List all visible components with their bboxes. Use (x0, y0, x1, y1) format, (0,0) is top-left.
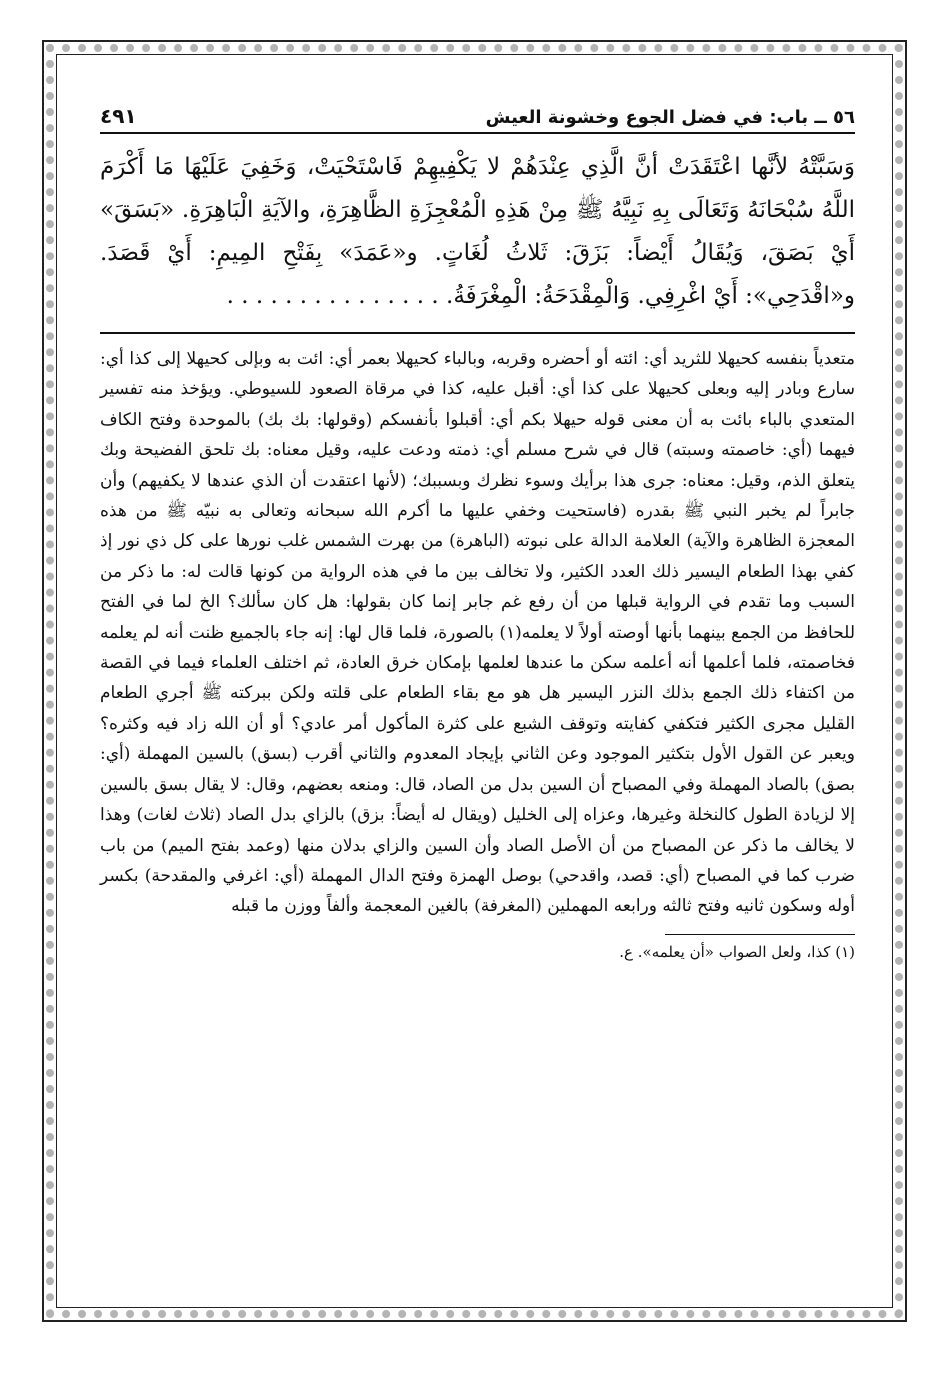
main-text (100, 146, 855, 318)
commentary (100, 344, 855, 922)
commentary-paragraph: متعدياً بنفسه كحيهلا للثريد أي: ائته أو أحضره وقربه، وبالباء كحيهلا بعمر أي: ائت به وبإلى كحيهلا إلى كذا أي: سارع وبادر إليه وبعلى كحيهلا على كذا أي: أقبل عليه، كذا في مرقاة الصعود للسيوطي. ويؤخذ منه تفسير المتعدي بالباء بائت به أن معنى قوله حيهلا بكم أي: أقبلوا بأنفسكم (وقولها: بك بك) بالموحدة وفتح الكاف فيهما (أي: خاصمته وسبته) قال في شرح مسلم أي: ذمته ودعت عليه، وقيل معناه: بك تلحق الفضيحة وبك يتعلق الذم، وقيل: معناه: جرى هذا برأيك وسوء نظرك وبسببك؛ (لأنها اعتقدت أن الذي عندها لا يكفيهم) وأن جابراً لم يخبر النبي ﷺ بقدره (فاستحيت وخفي عليها ما أكرم الله سبحانه وتعالى به نبيّه ﷺ من هذه المعجزة الظاهرة والآية) العلامة الدالة على نبوته (الباهرة) من بهرت الشمس غلب نورها على كل ذي نور إذ كفي بهذا الطعام اليسير ذلك العدد الكثير، ولا تخالف بين ما في هذه الرواية من كونها قالت له: ما ذكر من السبب وما تقدم في الرواية قبلها من أن رفع غم جابر إنما كان بقولها: هل كان سألك؟ الخ لما في الفتح للحافظ من الجمع بينهما بأنها أوصته أولاً لا يعلمه(١) بالصورة، فلما قال لها: إنه جاء بالجميع ظنت أنه لم يعلمه فخاصمته، فلما أعلمها أنه أعلمه سكن ما عندها لعلمها بإمكان خرق العادة، ثم اختلف العلماء فيما في القصة من اكتفاء ذلك الجمع بذلك النزر اليسير هل هو مع بقاء الطعام على قلته ولكن ببركته ﷺ أجري الطعام القليل مجرى الكثير فتكفي كفايته وتوقف الشبع على كثرة المأكول أمر عادي؟ أو أن الله زاد فيه وكثره؟ ويعبر عن القول الأول بتكثير الموجود وعن الثاني بإيجاد المعدوم والثاني أقرب (بسق) بالسين المهملة (أي: بصق) بالصاد المهملة وفي المصباح أن السين بدل من الصاد، قال: ومنعه بعضهم، وقال: لا يقال بسق بالسين إلا لزيادة الطول كالنخلة وغيرها، وعزاه إلى الخليل (ويقال له أيضاً: بزق) بالزاي بدل الصاد (ثلاث لغات) وهذا لا يخالف ما ذكر عن المصباح من أن الأصل الصاد وأن السين والزاي بدلان منها (وعمد بفتح الميم) من باب ضرب كما في المصباح (أي: قصد، واقدحي) بوصل الهمزة وفتح الدال المهملة (أي: اغرفي والمقدحة) بكسر أوله وسكون ثانيه وفتح ثالثه ورابعه المهملين (المغرفة) بالغين المعجمة وألفاً ووزن ما قبله (100, 349, 855, 917)
main-paragraph: وَسَبَّتْهُ لأنَّها اعْتَقَدَتْ أنَّ الَّذِي عِنْدَهُمْ لا يَكْفِيهِمْ فَاسْتَحْيَتْ، وَخَفِيَ عَلَيْهَا مَا أَكْرَمَ اللَّهُ سُبْحَانَهُ وَتَعَالَى بِهِ نَبِيَّهُ ﷺ مِنْ هَذِهِ الْمُعْجِزَةِ الظَّاهِرَةِ، والآيَةِ الْبَاهِرَةِ. «بَسَقَ» أَيْ بَصَقَ، وَيُقَالُ أَيْضاً: بَزَقَ: ثَلاثُ لُغَاتٍ. و«عَمَدَ» بِفَتْحِ المِيمِ: أَيْ قَصَدَ. و«اقْدَحِي»: أَيْ اغْرِفِي. وَالْمِقْدَحَةُ: الْمِغْرَفَةُ. . . . . . . . . . . . . . . . (100, 154, 855, 309)
footnote: (١) كذا، ولعل الصواب «أن يعلمه». ع. (619, 942, 855, 961)
page-header (100, 88, 855, 134)
running-title: ٥٦ ــ باب: في فضل الجوع وخشونة العيش (485, 107, 855, 128)
page-number: ٤٩١ (100, 104, 137, 128)
book-page (100, 88, 855, 1288)
footnote-separator (665, 934, 855, 935)
separator-line (100, 332, 855, 334)
